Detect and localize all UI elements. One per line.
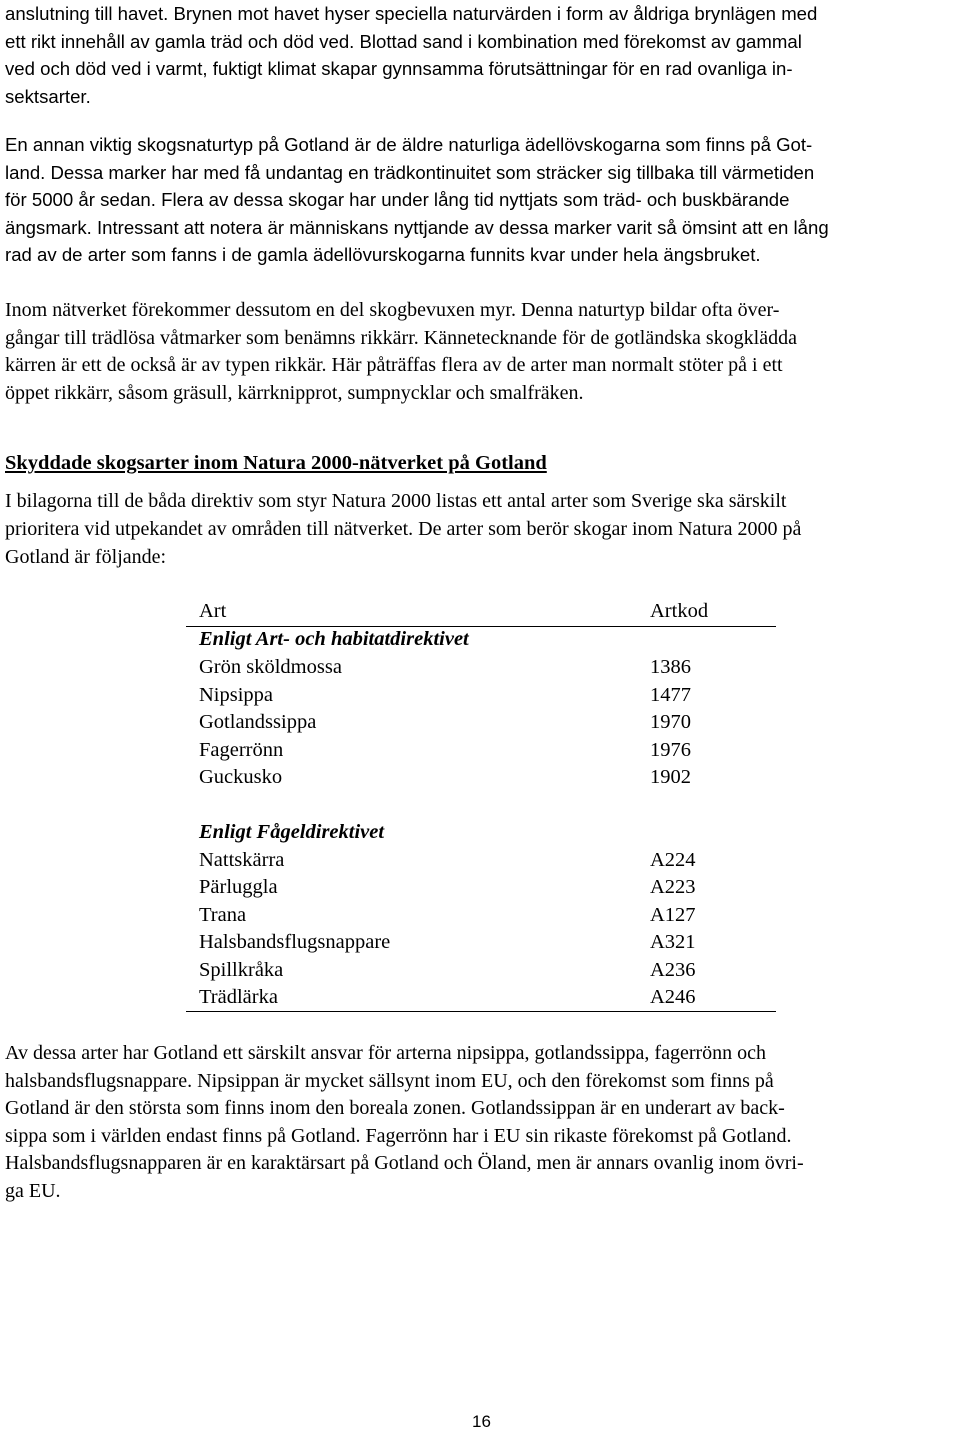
text-line: ved och död ved i varmt, fuktigt klimat skapar gynnsamma förutsättningar för en rad ovanliga in- (5, 58, 793, 79)
column-header-artkod: Artkod (650, 600, 709, 622)
species-name: Pärluggla (199, 876, 278, 898)
species-name: Halsbandsflugsnappare (199, 931, 391, 953)
text-line: gångar till trädlösa våtmarker som benämns rikkärr. Kännetecknande för de gotländska skogklädda (5, 326, 797, 349)
table-row (186, 847, 776, 874)
species-name: Trana (199, 903, 247, 926)
table-row (186, 984, 776, 1011)
table-row (186, 874, 776, 901)
text-line: öppet rikkärr, såsom gräsull, kärrknipprot, sumpnycklar och smalfräken. (5, 381, 584, 404)
species-name: Guckusko (199, 766, 283, 788)
paragraph-bilagor (5, 487, 955, 571)
text-line: prioritera vid utpekandet av områden till nätverket. De arter som berör skogar inom Natura 2000 på (5, 518, 802, 540)
table-row (186, 737, 776, 764)
text-line: sippa som i världen endast finns på Gotland. Fagerrönn har i EU sin rikaste förekomst på Gotland. (5, 1124, 792, 1147)
species-name: Grön sköldmossa (199, 656, 342, 678)
text-line: I bilagorna till de båda direktiv som styr Natura 2000 listas ett antal arter som Sverige ska särskilt (5, 490, 787, 512)
species-name: Fagerrönn (199, 738, 284, 761)
species-code: A321 (650, 931, 696, 953)
species-code: A236 (650, 958, 696, 981)
footer-rule (186, 1011, 776, 1012)
text-line: Inom nätverket förekommer dessutom en del skogbevuxen myr. Denna naturtyp bildar ofta över- (5, 299, 780, 321)
species-name: Nipsippa (199, 683, 274, 706)
text-line: ett rikt innehåll av gamla träd och död ved. Blottad sand i kombination med förekomst av gammal (5, 30, 802, 52)
text-line: En annan viktig skogsnaturtyp på Gotland är de äldre naturliga ädellövskogarna som finns på Got- (5, 134, 813, 155)
species-code: A224 (650, 848, 696, 871)
paragraph-adellovskog (5, 131, 955, 269)
species-name: Gotlandssippa (199, 711, 317, 733)
group-title-habitatdirektivet: Enligt Art- och habitatdirektivet (199, 628, 469, 650)
table-row (186, 929, 776, 956)
text-line: sektsarter. (5, 85, 91, 107)
text-line: kärren är ett de också är av typen rikkär. Här påträffas flera av de arter man normalt stöter på i ett (5, 354, 783, 376)
group-title-fageldirektivet: Enligt Fågeldirektivet (199, 821, 385, 843)
paragraph-intro (5, 0, 955, 110)
text-line: halsbandsflugsnappare. Nipsippan är mycket sällsynt inom EU, och den förekomst som finns på (5, 1069, 774, 1092)
species-name: Spillkråka (199, 958, 284, 981)
species-code: 1976 (650, 738, 691, 761)
species-code: A223 (650, 876, 696, 898)
table-row (186, 764, 776, 791)
section-heading: Skyddade skogsarter inom Natura 2000-nätverket på Gotland (5, 452, 547, 474)
page-number: 16 (472, 1412, 491, 1431)
table-row (186, 709, 776, 736)
species-code: 1386 (650, 656, 691, 678)
column-header-art: Art (199, 600, 227, 622)
text-line: ga EU. (5, 1179, 61, 1202)
species-code: A246 (650, 986, 696, 1008)
species-code: 1902 (650, 766, 691, 788)
species-name: Trädlärka (199, 986, 278, 1008)
table-row (186, 957, 776, 984)
table-row (186, 654, 776, 681)
text-line: Halsbandsflugsnapparen är en karaktärsart på Gotland och Öland, men är annars ovanlig inom övri- (5, 1152, 804, 1174)
table-header-row (186, 598, 776, 625)
text-line: för 5000 år sedan. Flera av dessa skogar har under lång tid nyttjats som träd- och buskbärande (5, 189, 790, 210)
species-name: Nattskärra (199, 848, 285, 871)
text-line: Gotland är den största som finns inom den boreala zonen. Gotlandssippan är en underart av back- (5, 1097, 785, 1119)
text-line: ängsmark. Intressant att notera är människans nyttjande av dessa marker varit så ömsint att en lång (5, 216, 829, 238)
table-row (186, 902, 776, 929)
species-code: 1970 (650, 711, 691, 733)
table-row (186, 682, 776, 709)
text-line: Gotland är följande: (5, 546, 167, 568)
species-code: 1477 (650, 683, 691, 706)
text-line: anslutning till havet. Brynen mot havet hyser speciella naturvärden i form av åldriga brynlägen med (5, 3, 818, 24)
paragraph-ansvar (5, 1040, 955, 1205)
species-code: A127 (650, 903, 696, 926)
text-line: land. Dessa marker har med få undantag en trädkontinuitet som sträcker sig tillbaka till värmetiden (5, 161, 815, 183)
text-line: Av dessa arter har Gotland ett särskilt ansvar för arterna nipsippa, gotlandssippa, fagerrönn och (5, 1042, 767, 1064)
text-line: rad av de arter som fanns i de gamla ädellövurskogarna funnits kvar under hela ängsbruket. (5, 244, 761, 265)
paragraph-myr (5, 297, 955, 407)
